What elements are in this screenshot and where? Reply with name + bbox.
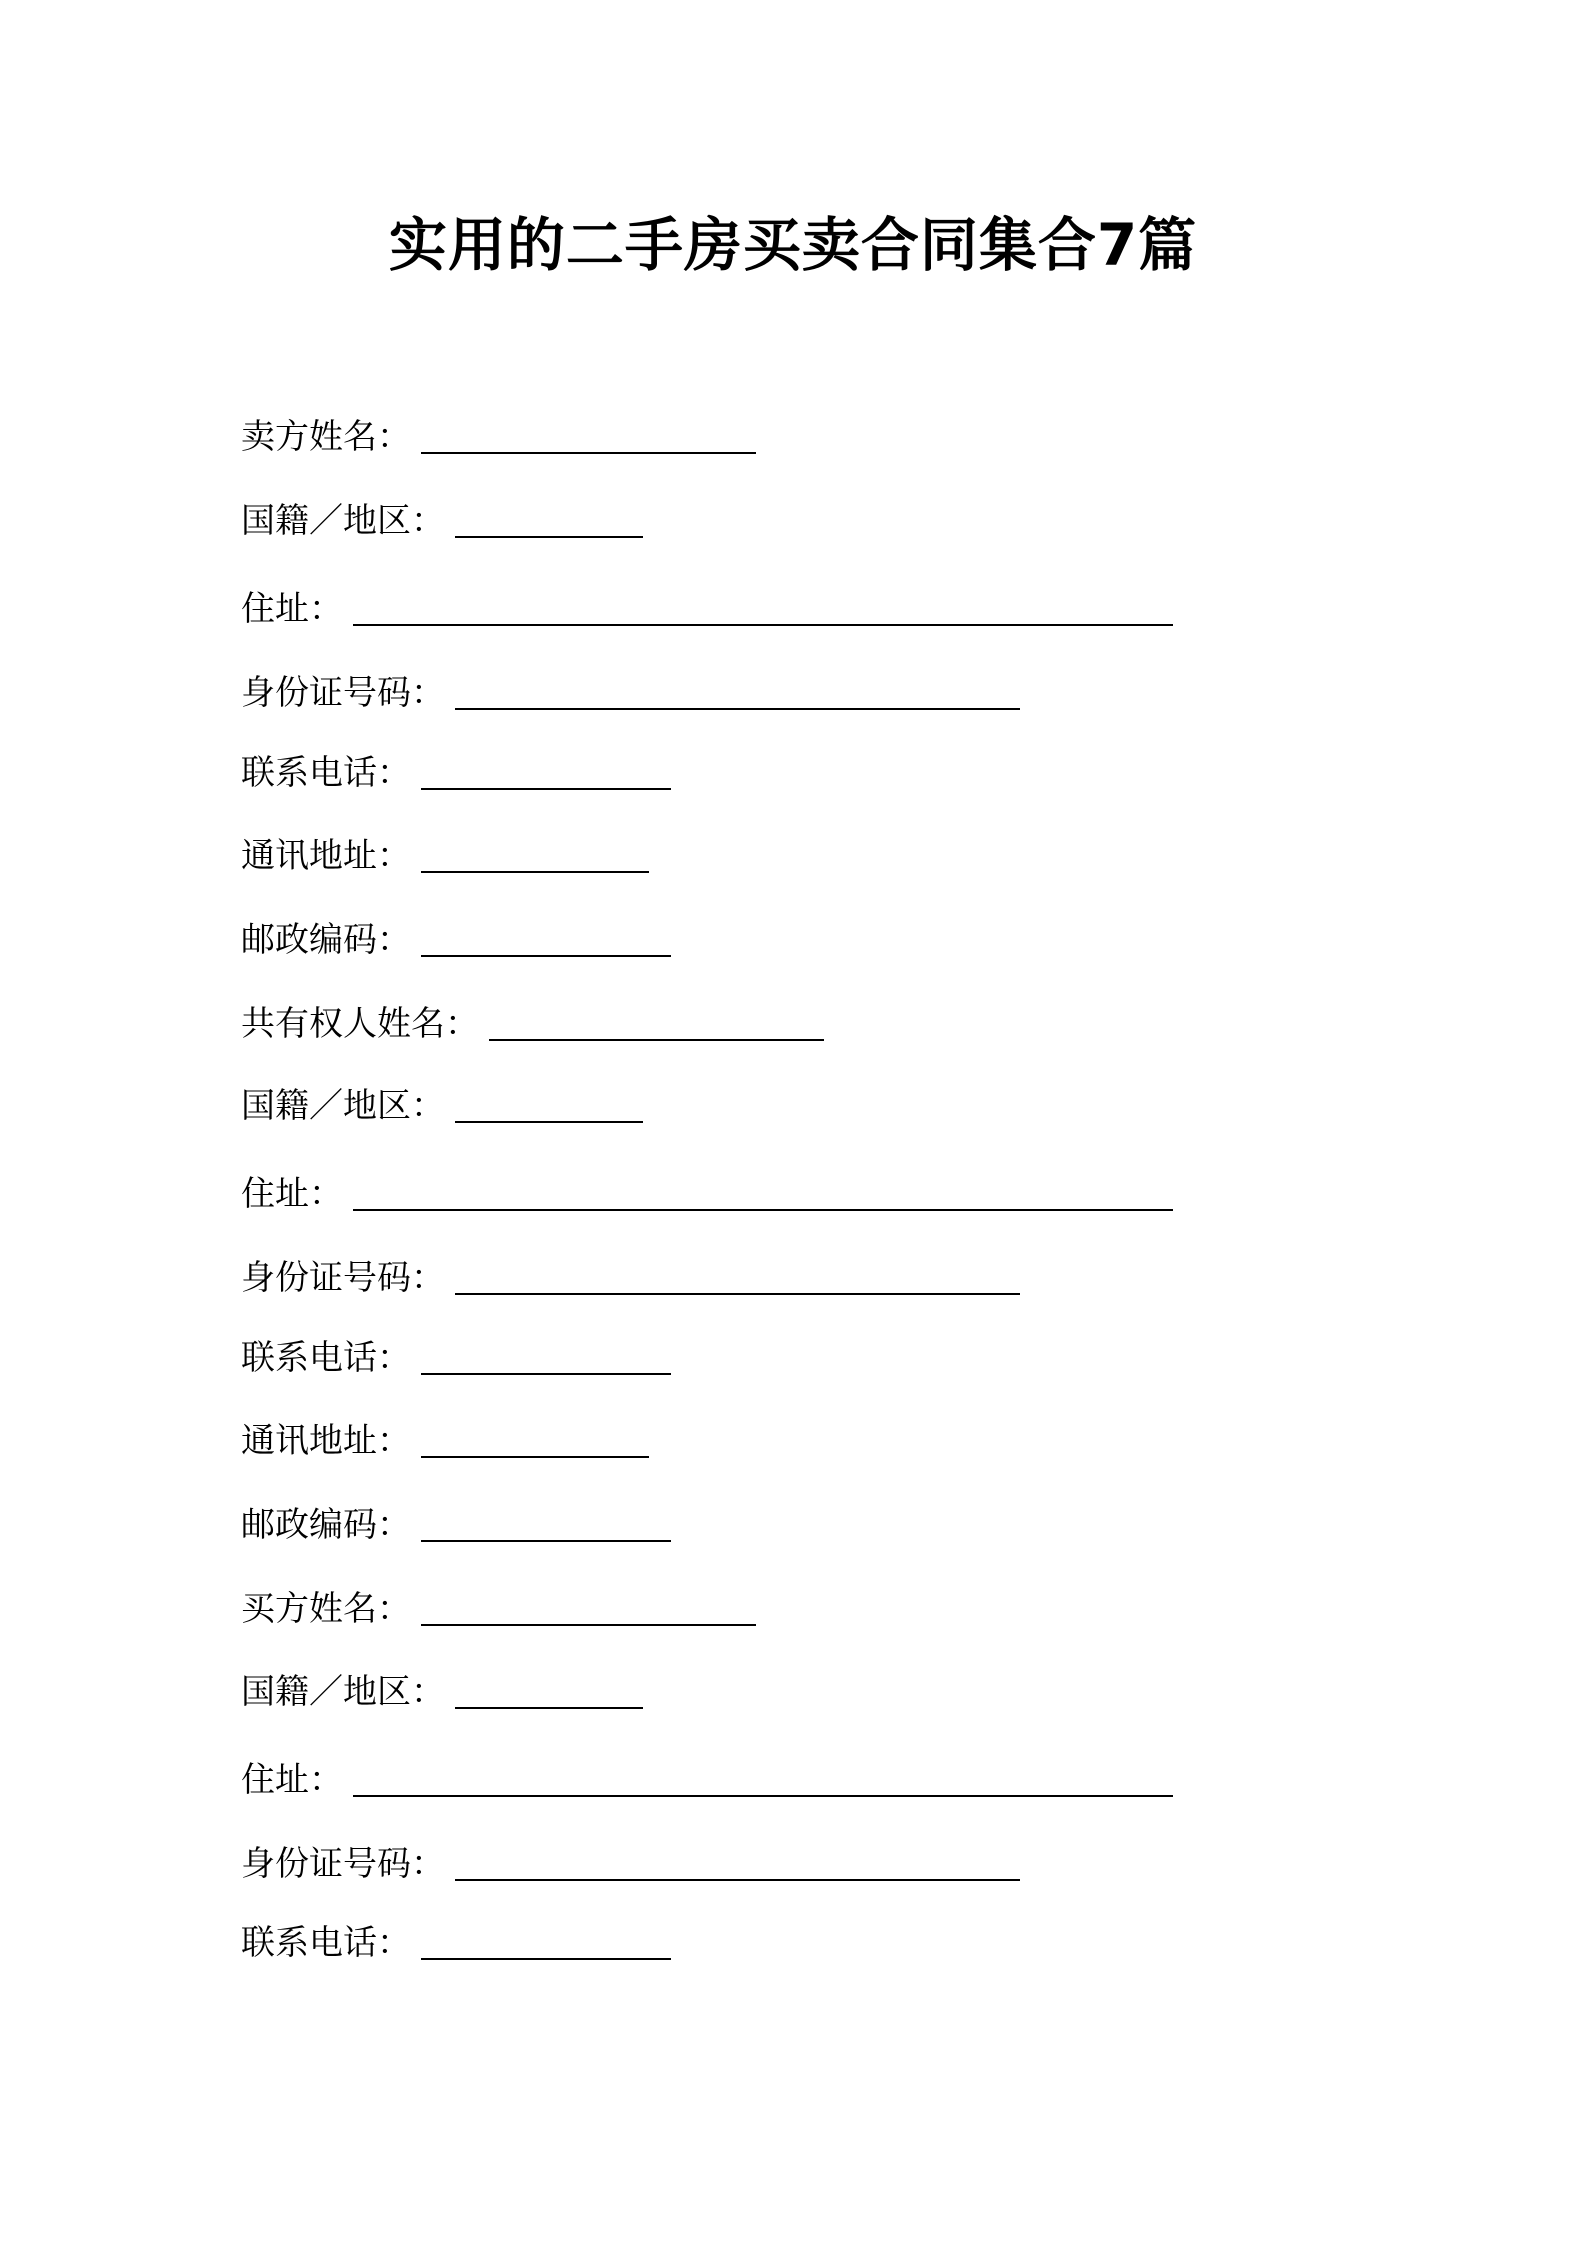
co-owner-nationality-blank[interactable] <box>455 1083 643 1123</box>
seller-id-number-field <box>241 666 1020 716</box>
buyer-id-number-blank[interactable] <box>455 1841 1020 1881</box>
co-owner-nationality-field <box>241 1079 643 1129</box>
co-owner-address-blank[interactable] <box>353 1171 1173 1211</box>
field-label: 身份证号码： <box>241 673 445 713</box>
field-label: 国籍／地区： <box>241 1086 445 1126</box>
co-owner-id-number-blank[interactable] <box>455 1255 1020 1295</box>
seller-mailing-address-blank[interactable] <box>421 833 649 873</box>
field-label: 住址： <box>241 1760 343 1800</box>
field-label: 卖方姓名： <box>241 417 411 457</box>
co-owner-name-field <box>241 997 824 1047</box>
field-label: 邮政编码： <box>241 920 411 960</box>
seller-address-blank[interactable] <box>353 586 1173 626</box>
field-label: 联系电话： <box>241 1923 411 1963</box>
field-label: 身份证号码： <box>241 1844 445 1884</box>
co-owner-name-blank[interactable] <box>489 1001 824 1041</box>
seller-address-field <box>241 582 1173 632</box>
buyer-id-number-field <box>241 1837 1020 1887</box>
seller-mailing-address-field <box>241 829 649 879</box>
co-owner-address-field <box>241 1167 1173 1217</box>
seller-phone-field <box>241 746 671 796</box>
field-label: 国籍／地区： <box>241 1672 445 1712</box>
seller-postal-code-field <box>241 913 671 963</box>
buyer-address-blank[interactable] <box>353 1757 1173 1797</box>
field-label: 住址： <box>241 1174 343 1214</box>
field-label: 国籍／地区： <box>241 501 445 541</box>
buyer-name-blank[interactable] <box>421 1586 756 1626</box>
field-label: 联系电话： <box>241 1338 411 1378</box>
field-label: 住址： <box>241 589 343 629</box>
field-label: 邮政编码： <box>241 1505 411 1545</box>
co-owner-postal-code-field <box>241 1498 671 1548</box>
seller-id-number-blank[interactable] <box>455 670 1020 710</box>
document-title: 实用的二手房买卖合同集合7篇 <box>388 211 1198 279</box>
buyer-nationality-blank[interactable] <box>455 1669 643 1709</box>
buyer-phone-field <box>241 1916 671 1966</box>
co-owner-postal-code-blank[interactable] <box>421 1502 671 1542</box>
field-label: 买方姓名： <box>241 1589 411 1629</box>
buyer-address-field <box>241 1753 1173 1803</box>
seller-nationality-field <box>241 494 643 544</box>
field-label: 联系电话： <box>241 753 411 793</box>
co-owner-phone-blank[interactable] <box>421 1335 671 1375</box>
seller-name-blank[interactable] <box>421 414 756 454</box>
buyer-name-field <box>241 1582 756 1632</box>
seller-nationality-blank[interactable] <box>455 498 643 538</box>
co-owner-mailing-address-field <box>241 1414 649 1464</box>
co-owner-id-number-field <box>241 1251 1020 1301</box>
buyer-nationality-field <box>241 1665 643 1715</box>
buyer-phone-blank[interactable] <box>421 1920 671 1960</box>
field-label: 身份证号码： <box>241 1258 445 1298</box>
seller-phone-blank[interactable] <box>421 750 671 790</box>
co-owner-mailing-address-blank[interactable] <box>421 1418 649 1458</box>
co-owner-phone-field <box>241 1331 671 1381</box>
seller-postal-code-blank[interactable] <box>421 917 671 957</box>
field-label: 通讯地址： <box>241 836 411 876</box>
seller-name-field <box>241 410 756 460</box>
field-label: 通讯地址： <box>241 1421 411 1461</box>
field-label: 共有权人姓名： <box>241 1004 479 1044</box>
